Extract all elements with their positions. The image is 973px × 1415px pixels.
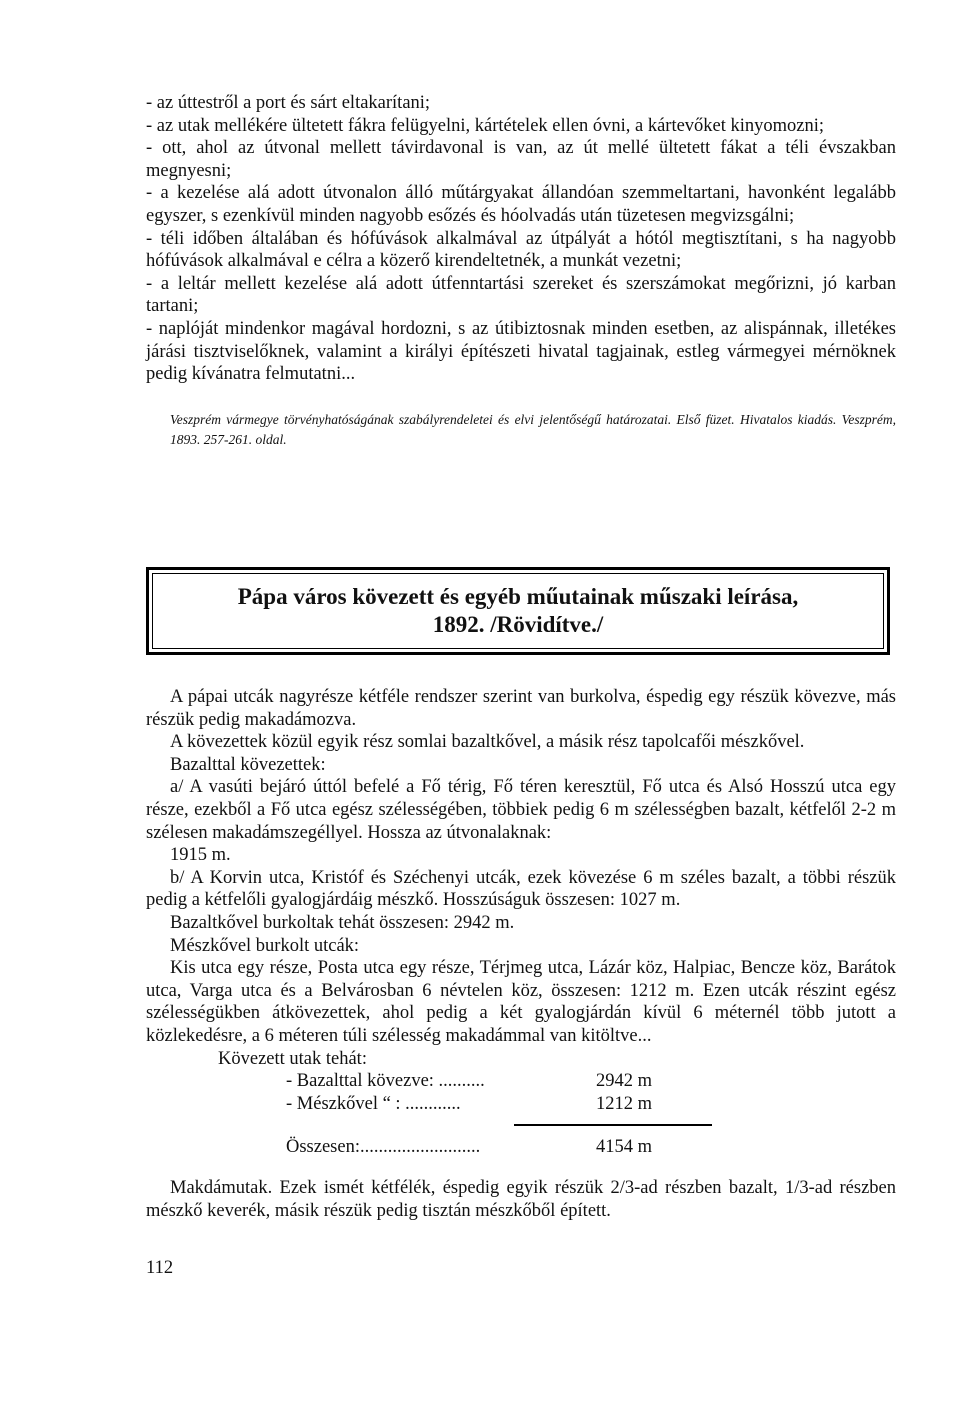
paragraph: b/ A Korvin utca, Kristóf és Széchenyi utcák, ezek kövezése 6 m széles bazalt, a többi részük pedig a kétfelőli gyalogjárdáig mészkő. Hosszúságuk összesen: 1027 m. — [146, 867, 896, 911]
paragraph: A kövezettek közül egyik rész somlai bazaltkővel, a másik rész tapolcafői mészkővel. — [170, 732, 805, 753]
page — [146, 92, 896, 1278]
paragraph: Bazaltkővel burkoltak tehát összesen: 2942 m. — [170, 912, 515, 933]
closing-paragraph: Makdámutak. Ezek ismét kétfélék, éspedig egyik részük 2/3-ad részben bazalt, 1/3-ad részben mészkő keverék, másik részük pedig tisztán mészkőből épített. — [146, 1178, 896, 1221]
source-citation: Veszprém vármegye törvényhatóságának szabályrendeletei és elvi jelentőségű határozatai. Első füzet. Hivatalos kiadás. Veszprém, 1893. 257-261. oldal. — [170, 411, 896, 447]
summary-row — [146, 1093, 896, 1116]
duties-list — [146, 92, 896, 386]
list-item: - téli időben általában és hófúvások alkalmával az útpályát a hótól megtisztítani, s ha nagyobb hófúvások alkalmával e célra a közerő kirendeltetnék, a munkát vezetni; — [146, 228, 896, 272]
list-item: - a kezelése alá adott útvonalon álló műtárgyakat állandóan szemmeltartani, havonként legalább egyszer, s ezenkívül minden nagyobb esőzés és hóolvadás után tüzetesen megvizsgálni; — [146, 183, 896, 226]
list-item: - a leltár mellett kezelése alá adott útfenntartási szereket és szerszámokat megőrizni, jó karban tartani; — [146, 273, 896, 317]
summary-total-value: 4154 m — [596, 1137, 653, 1158]
paragraph: Mészkővel burkolt utcák: — [170, 935, 360, 956]
summary-row-value: 1212 m — [596, 1094, 653, 1115]
section-title — [238, 583, 799, 639]
summary-total-label: Összesen:.......................... — [286, 1137, 481, 1158]
section-title-box — [146, 567, 890, 655]
paragraph: a/ A vasúti bejáró úttól befelé a Fő térig, Fő téren keresztül, Fő utca és Alsó Hosszú utca egy része, ezekből a Fő utca egész szélességében, többiek pedig 6 m szélességben bazalt, kétfelől 2-2 m szélesen makadámszegéllyel. Hossza az útvonalaknak: — [146, 777, 896, 843]
summary-row-label: - Bazalttal kövezve: .......... — [286, 1071, 485, 1092]
paragraph: Bazalttal kövezettek: — [170, 754, 326, 775]
section-title-line-1: Pápa város kövezett és egyéb műutainak műszaki leírása, — [237, 584, 799, 609]
section-title-inner-frame — [152, 573, 884, 649]
paragraph: 1915 m. — [170, 845, 231, 866]
summary-divider — [514, 1124, 712, 1126]
summary-heading: Kövezett utak tehát: — [218, 1048, 367, 1069]
summary-total-row — [146, 1136, 896, 1159]
body-text — [146, 686, 896, 1222]
list-item: - naplóját mindenkor magával hordozni, s az útibiztosnak minden esetben, az alispánnak, illetékes járási tisztviselőknek, valamint a királyi építészeti hivatal tagjainak, estleg vármegyei mérnöknek pedig kívánatra felmutatni... — [146, 318, 896, 385]
summary-row — [146, 1070, 896, 1093]
list-item: - az utak mellékére ültetett fákra felügyelni, kártételek ellen óvni, a kártevőket kinyomozni; — [146, 115, 825, 136]
summary-row-value: 2942 m — [596, 1071, 653, 1092]
paragraph: A pápai utcák nagyrésze kétféle rendszer szerint van burkolva, éspedig egy részük kövezve, más részük pedig makadámozva. — [146, 687, 896, 730]
list-item: - ott, ahol az útvonal mellett távirdavonal is van, az út mellé ültetett fákat a téli évszakban megnyesni; — [146, 138, 896, 181]
paragraph: Kis utca egy része, Posta utca egy része, Térjmeg utca, Lázár köz, Halpiac, Bencze köz, Barátok utca, Varga utca és a Belvárosban 6 névtelen köz, összesen: 1212 m. Ezen utcák részint egész szélességükben átkövezettek, ahol pedig a két gyalogjárdán kívül 6 méternél több jutott a közlekedésre, a 6 méteren túli szélesség makadámmal van kitöltve... — [146, 958, 896, 1046]
list-item: - az úttestről a port és sárt eltakarítani; — [146, 93, 431, 113]
summary-row-label: - Mészkővel “ : ............ — [286, 1094, 461, 1115]
summary-table — [146, 1048, 896, 1160]
page-number: 112 — [146, 1258, 174, 1278]
section-title-line-2: 1892. /Rövidítve./ — [432, 612, 604, 637]
